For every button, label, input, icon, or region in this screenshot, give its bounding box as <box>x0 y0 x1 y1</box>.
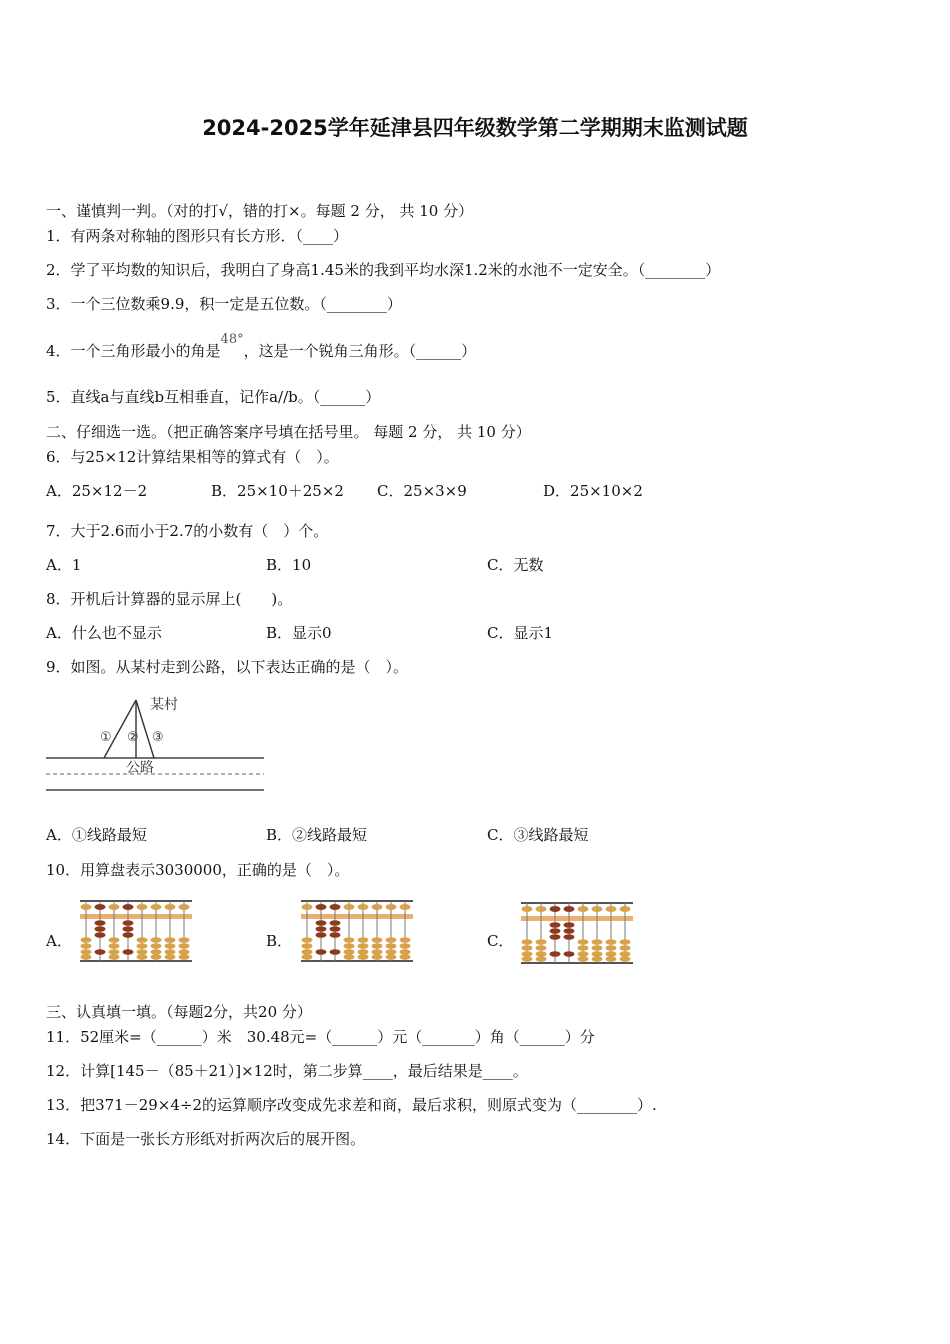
abacus-upper-bead <box>137 904 148 910</box>
abacus-lower-bead <box>550 951 561 957</box>
abacus-lower-bead <box>81 949 92 955</box>
q10-option-c: C． <box>487 932 514 950</box>
abacus-lower-bead <box>316 949 327 955</box>
abacus-lower-bead <box>522 945 533 951</box>
abacus-lower-bead <box>330 949 341 955</box>
q7-option-a: A．1 <box>46 556 82 574</box>
abacus-lower-bead <box>564 922 575 928</box>
page-title: 2024-2025学年延津县四年级数学第二学期期末监测试题 <box>202 116 748 140</box>
abacus-lower-bead <box>137 954 148 960</box>
abacus-lower-bead <box>137 943 148 949</box>
section-2-heading: 二、仔细选一选。（把正确答案序号填在括号里。 每题 2 分， 共 10 分） <box>46 423 531 441</box>
q10-option-b: B． <box>266 932 293 950</box>
question-5: 5．直线a与直线b互相垂直，记作a//b。（______） <box>46 388 381 406</box>
abacus-lower-bead <box>109 954 120 960</box>
abacus-lower-bead <box>95 920 106 926</box>
q6-option-c: C．25×3×9 <box>377 482 467 500</box>
abacus-lower-bead <box>344 937 355 943</box>
abacus-lower-bead <box>372 937 383 943</box>
question-14: 14．下面是一张长方形纸对折两次后的展开图。 <box>46 1130 366 1148</box>
abacus-lower-bead <box>109 949 120 955</box>
abacus-lower-bead <box>81 954 92 960</box>
abacus-top-frame <box>301 900 413 902</box>
abacus-upper-bead <box>564 906 575 912</box>
angle-48-label: 48° <box>220 332 244 347</box>
abacus-lower-bead <box>165 949 176 955</box>
abacus-lower-bead <box>564 928 575 934</box>
abacus-upper-bead <box>400 904 411 910</box>
abacus-lower-bead <box>536 951 547 957</box>
abacus-upper-bead <box>344 904 355 910</box>
q6-option-d: D．25×10×2 <box>543 482 643 500</box>
abacus-upper-bead <box>536 906 547 912</box>
abacus-lower-bead <box>123 920 134 926</box>
abacus-lower-bead <box>386 949 397 955</box>
abacus-lower-bead <box>564 951 575 957</box>
abacus-lower-bead <box>620 945 631 951</box>
route-3-mark: ③ <box>152 730 164 745</box>
abacus-lower-bead <box>578 956 589 962</box>
abacus-lower-bead <box>606 956 617 962</box>
abacus-lower-bead <box>606 945 617 951</box>
abacus-upper-bead <box>592 906 603 912</box>
abacus-lower-bead <box>620 956 631 962</box>
village-road-figure <box>44 692 268 798</box>
abacus-lower-bead <box>400 943 411 949</box>
q10-option-a: A． <box>46 932 72 950</box>
abacus-lower-bead <box>372 954 383 960</box>
abacus-lower-bead <box>522 951 533 957</box>
abacus-lower-bead <box>620 939 631 945</box>
q7-option-b: B．10 <box>266 556 312 574</box>
question-7: 7．大于2.6而小于2.7的小数有（ ）个。 <box>46 522 329 540</box>
question-13: 13．把371－29×4÷2的运算顺序改变成先求差和商，最后求积，则原式变为（________）. <box>46 1096 657 1114</box>
abacus-lower-bead <box>400 949 411 955</box>
abacus-lower-bead <box>316 926 327 932</box>
abacus-lower-bead <box>358 949 369 955</box>
abacus-beam <box>80 914 192 919</box>
abacus-lower-bead <box>578 951 589 957</box>
abacus-lower-bead <box>137 937 148 943</box>
abacus-option-c <box>519 898 637 968</box>
abacus-lower-bead <box>522 956 533 962</box>
abacus-lower-bead <box>330 926 341 932</box>
abacus-lower-bead <box>550 922 561 928</box>
abacus-lower-bead <box>179 943 190 949</box>
abacus-lower-bead <box>358 954 369 960</box>
abacus-lower-bead <box>536 939 547 945</box>
abacus-lower-bead <box>109 937 120 943</box>
abacus-lower-bead <box>578 945 589 951</box>
q6-option-a: A．25×12－2 <box>46 482 148 500</box>
abacus-lower-bead <box>81 943 92 949</box>
abacus-upper-bead <box>550 906 561 912</box>
abacus-lower-bead <box>592 956 603 962</box>
abacus-lower-bead <box>344 943 355 949</box>
question-4-text-b: ，这是一个锐角三角形。（______） <box>243 342 477 360</box>
abacus-beam <box>301 914 413 919</box>
abacus-lower-bead <box>592 951 603 957</box>
q8-option-a: A．什么也不显示 <box>46 624 162 642</box>
abacus-lower-bead <box>386 954 397 960</box>
abacus-lower-bead <box>302 937 313 943</box>
abacus-lower-bead <box>358 943 369 949</box>
abacus-upper-bead <box>151 904 162 910</box>
abacus-lower-bead <box>400 937 411 943</box>
abacus-top-frame <box>521 902 633 904</box>
abacus-lower-bead <box>95 926 106 932</box>
abacus-lower-bead <box>372 943 383 949</box>
question-4 <box>46 332 477 363</box>
abacus-bottom-frame <box>80 960 192 962</box>
q9-option-c: C．③线路最短 <box>487 826 589 844</box>
abacus-lower-bead <box>536 945 547 951</box>
abacus-lower-bead <box>372 949 383 955</box>
abacus-top-frame <box>80 900 192 902</box>
abacus-lower-bead <box>151 937 162 943</box>
abacus-lower-bead <box>400 954 411 960</box>
abacus-lower-bead <box>137 949 148 955</box>
abacus-lower-bead <box>316 932 327 938</box>
abacus-lower-bead <box>123 926 134 932</box>
question-2: 2．学了平均数的知识后，我明白了身高1.45米的我到平均水深1.2米的水池不一定安全。（________） <box>46 261 721 279</box>
q9-option-a: A．①线路最短 <box>46 826 147 844</box>
q9-option-b: B．②线路最短 <box>266 826 368 844</box>
abacus-lower-bead <box>302 954 313 960</box>
abacus-upper-bead <box>123 904 134 910</box>
abacus-lower-bead <box>344 954 355 960</box>
q8-option-b: B．显示0 <box>266 624 332 642</box>
abacus-lower-bead <box>564 934 575 940</box>
abacus-lower-bead <box>123 949 134 955</box>
section-1-heading: 一、谨慎判一判。（对的打√，错的打×。每题 2 分， 共 10 分） <box>46 202 474 220</box>
abacus-upper-bead <box>330 904 341 910</box>
abacus-lower-bead <box>592 939 603 945</box>
abacus-lower-bead <box>165 937 176 943</box>
question-3: 3．一个三位数乘9.9，积一定是五位数。（________） <box>46 295 402 313</box>
q7-option-c: C．无数 <box>487 556 544 574</box>
abacus-lower-bead <box>550 934 561 940</box>
abacus-bottom-frame <box>301 960 413 962</box>
abacus-upper-bead <box>179 904 190 910</box>
q8-option-c: C．显示1 <box>487 624 554 642</box>
abacus-lower-bead <box>151 949 162 955</box>
abacus-beam <box>521 916 633 921</box>
abacus-lower-bead <box>95 932 106 938</box>
abacus-lower-bead <box>316 920 327 926</box>
abacus-upper-bead <box>606 906 617 912</box>
abacus-upper-bead <box>109 904 120 910</box>
abacus-upper-bead <box>316 904 327 910</box>
route-1-mark: ① <box>100 730 112 745</box>
question-10: 10．用算盘表示3030000，正确的是（ ）。 <box>46 861 350 879</box>
abacus-lower-bead <box>179 954 190 960</box>
village-label: 某村 <box>150 697 178 713</box>
route-2-mark: ② <box>127 730 139 745</box>
abacus-lower-bead <box>123 932 134 938</box>
abacus-lower-bead <box>165 954 176 960</box>
abacus-upper-bead <box>165 904 176 910</box>
question-9: 9．如图。从某村走到公路，以下表达正确的是（ ）。 <box>46 658 409 676</box>
question-6: 6．与25×12计算结果相等的算式有（ ）。 <box>46 448 339 466</box>
abacus-lower-bead <box>386 943 397 949</box>
abacus-lower-bead <box>165 943 176 949</box>
abacus-lower-bead <box>179 937 190 943</box>
road-label: 公路 <box>126 760 154 776</box>
abacus-lower-bead <box>109 943 120 949</box>
question-1: 1．有两条对称轴的图形只有长方形．（____） <box>46 227 349 245</box>
abacus-upper-bead <box>95 904 106 910</box>
abacus-option-a <box>78 896 196 966</box>
abacus-lower-bead <box>151 954 162 960</box>
abacus-lower-bead <box>386 937 397 943</box>
abacus-option-b <box>299 896 417 966</box>
abacus-upper-bead <box>302 904 313 910</box>
abacus-lower-bead <box>578 939 589 945</box>
abacus-upper-bead <box>386 904 397 910</box>
abacus-upper-bead <box>358 904 369 910</box>
q6-option-b: B．25×10＋25×2 <box>211 482 344 500</box>
abacus-lower-bead <box>179 949 190 955</box>
abacus-lower-bead <box>536 956 547 962</box>
abacus-lower-bead <box>592 945 603 951</box>
abacus-upper-bead <box>620 906 631 912</box>
question-11: 11．52厘米=（______）米 30.48元=（______）元（_______）角（______）分 <box>46 1028 595 1046</box>
question-12: 12．计算[145－（85＋21）]×12时，第二步算____，最后结果是____。 <box>46 1062 528 1080</box>
question-4-text-a: 4．一个三角形最小的角是 <box>46 342 221 360</box>
abacus-lower-bead <box>95 949 106 955</box>
abacus-lower-bead <box>606 951 617 957</box>
abacus-lower-bead <box>330 920 341 926</box>
section-3-heading: 三、认真填一填。（每题2分，共20 分） <box>46 1003 312 1021</box>
abacus-bottom-frame <box>521 962 633 964</box>
abacus-lower-bead <box>620 951 631 957</box>
abacus-lower-bead <box>344 949 355 955</box>
abacus-upper-bead <box>81 904 92 910</box>
abacus-lower-bead <box>550 928 561 934</box>
abacus-upper-bead <box>372 904 383 910</box>
abacus-lower-bead <box>522 939 533 945</box>
abacus-lower-bead <box>81 937 92 943</box>
abacus-lower-bead <box>302 949 313 955</box>
abacus-lower-bead <box>330 932 341 938</box>
abacus-upper-bead <box>522 906 533 912</box>
abacus-lower-bead <box>606 939 617 945</box>
abacus-lower-bead <box>302 943 313 949</box>
abacus-upper-bead <box>578 906 589 912</box>
abacus-lower-bead <box>151 943 162 949</box>
abacus-lower-bead <box>358 937 369 943</box>
question-8: 8．开机后计算器的显示屏上( )。 <box>46 590 293 608</box>
